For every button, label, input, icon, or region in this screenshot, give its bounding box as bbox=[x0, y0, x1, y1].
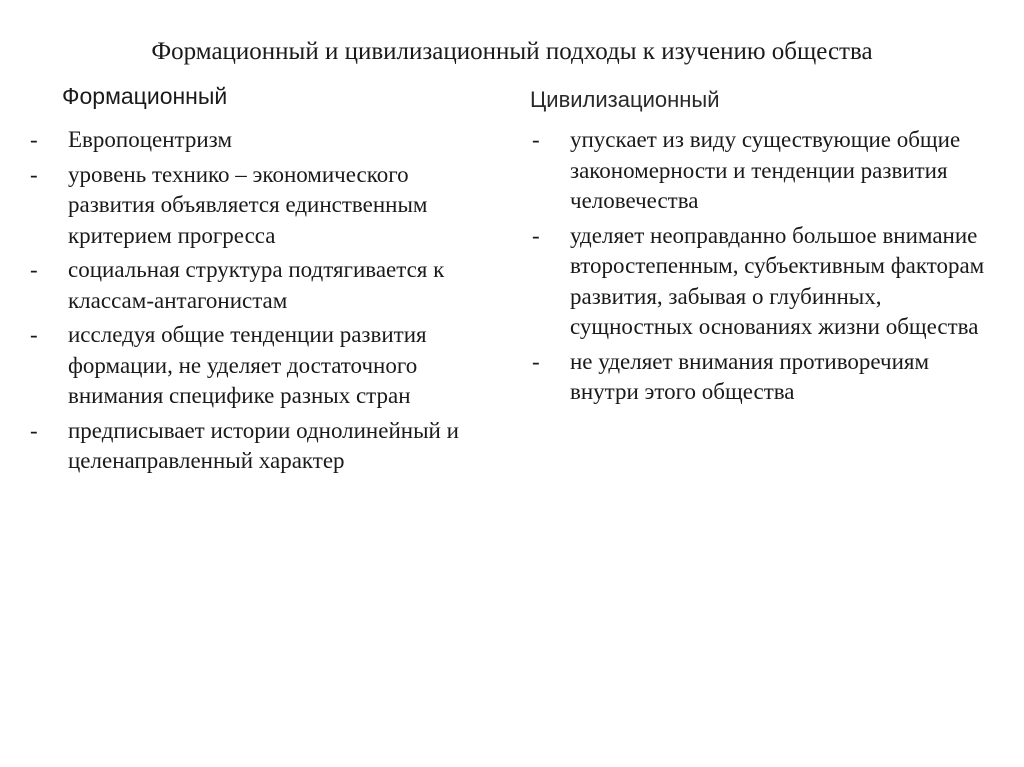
bullet-dash: - bbox=[30, 322, 38, 347]
bullet-dash: - bbox=[30, 161, 38, 187]
bullet-dash: - bbox=[532, 348, 540, 374]
list-item-text: упускает из виду существующие общие закономерности и тенденции развития человечества bbox=[570, 127, 961, 213]
formational-heading: Формационный bbox=[62, 83, 228, 109]
bullet-dash: - bbox=[30, 257, 38, 282]
list-item bbox=[532, 221, 994, 343]
bullet-dash: - bbox=[30, 127, 38, 152]
list-item-text: уделяет неоправданно большое внимание второстепенным, субъективным факторам развития, забывая о глубинных, сущностных основаниях жизни общества bbox=[570, 222, 985, 339]
list-item bbox=[532, 125, 994, 217]
slide-title: Формационный и цивилизационный подходы к изучению общества bbox=[151, 38, 873, 65]
list-item-text: социальная структура подтягивается к классам-антагонистам bbox=[68, 257, 445, 313]
list-item-text: исследуя общие тенденции развития формации, не уделяет достаточного внимания специфике разных стран bbox=[68, 322, 427, 408]
list-item bbox=[30, 416, 500, 477]
list-item-text: Европоцентризм bbox=[68, 127, 232, 152]
list-item-text: предписывает истории однолинейный и целенаправленный характер bbox=[68, 417, 459, 473]
list-item bbox=[30, 125, 500, 156]
formational-list bbox=[30, 125, 500, 481]
list-item bbox=[30, 160, 500, 252]
civilizational-list bbox=[532, 125, 994, 412]
list-item bbox=[30, 320, 500, 412]
list-item bbox=[532, 347, 994, 408]
bullet-dash: - bbox=[532, 127, 540, 152]
list-item-text: уровень технико – экономического развития объявляется единственным критерием прогресса bbox=[68, 161, 428, 248]
list-item bbox=[30, 255, 500, 316]
bullet-dash: - bbox=[30, 417, 38, 443]
civilizational-heading: Цивилизационный bbox=[530, 87, 720, 112]
list-item-text: не уделяет внимания противоречиям внутри этого общества bbox=[570, 348, 930, 404]
bullet-dash: - bbox=[532, 222, 540, 248]
